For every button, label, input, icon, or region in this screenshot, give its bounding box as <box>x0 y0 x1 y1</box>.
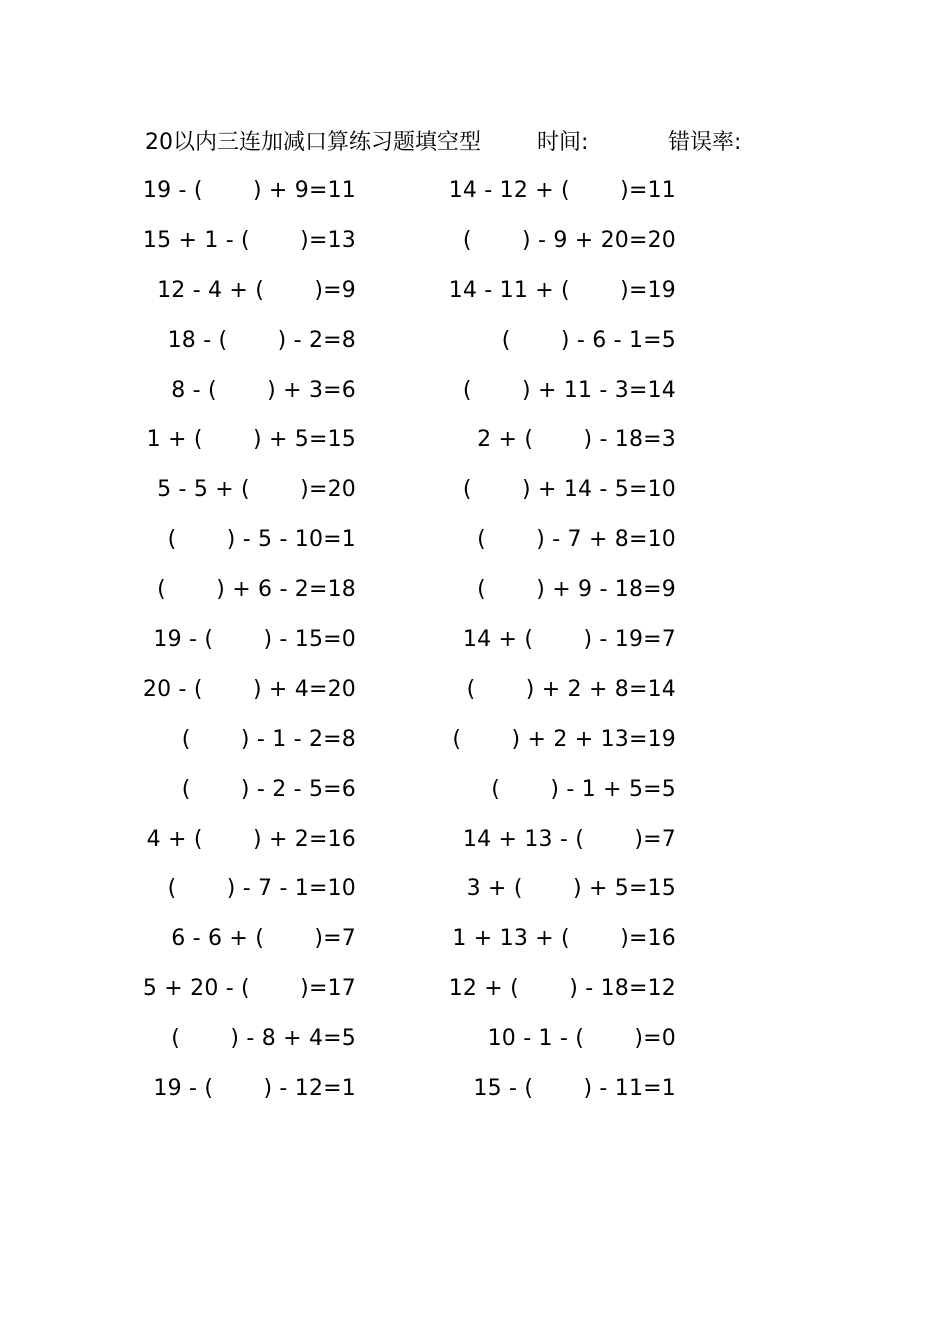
problem-item: 14 - 12 + ( )=11 <box>448 178 676 203</box>
problem-item: 20 - ( ) + 4=20 <box>142 676 356 702</box>
problem-item: ( ) - 1 + 5=5 <box>491 776 676 802</box>
problem-item: ( ) - 1 - 2=8 <box>181 726 356 752</box>
worksheet-header <box>145 126 785 160</box>
problem-item: ( ) - 6 - 1=5 <box>501 327 676 353</box>
time-label: 时间: <box>537 130 589 155</box>
problem-item: ( ) + 11 - 3=14 <box>462 377 676 403</box>
problem-item: 12 - 4 + ( )=9 <box>157 277 356 303</box>
right-problem-column <box>416 173 676 1121</box>
problem-item: 4 + ( ) + 2=16 <box>146 826 356 852</box>
problem-item: 14 + 13 - ( )=7 <box>462 826 676 852</box>
problem-item: 6 - 6 + ( )=7 <box>171 926 356 952</box>
error-rate-label: 错误率: <box>668 130 742 155</box>
problem-item: ( ) - 7 + 8=10 <box>477 527 676 553</box>
problem-item: 12 + ( ) - 18=12 <box>448 976 676 1002</box>
problem-item: 19 - ( ) + 9=11 <box>142 178 356 203</box>
problem-item: 1 + 13 + ( )=16 <box>452 926 676 952</box>
problem-item: ( ) + 2 + 13=19 <box>452 726 676 752</box>
left-problem-column <box>96 173 356 1121</box>
worksheet-title: 20以内三连加减口算练习题填空型 <box>145 130 481 155</box>
problem-item: ( ) - 2 - 5=6 <box>181 776 356 802</box>
problem-item: 14 - 11 + ( )=19 <box>448 277 676 303</box>
problem-item: 3 + ( ) + 5=15 <box>466 876 676 902</box>
problem-item: 18 - ( ) - 2=8 <box>167 327 356 353</box>
problem-item: ( ) - 9 + 20=20 <box>462 227 676 253</box>
problem-item: ( ) - 8 + 4=5 <box>171 1026 356 1052</box>
problem-item: 5 + 20 - ( )=17 <box>142 976 356 1002</box>
problem-item: ( ) - 5 - 10=1 <box>167 527 356 553</box>
problem-item: 19 - ( ) - 12=1 <box>153 1076 356 1102</box>
problem-item: ( ) - 7 - 1=10 <box>167 876 356 902</box>
problem-item: 14 + ( ) - 19=7 <box>462 627 676 653</box>
problem-item: 8 - ( ) + 3=6 <box>171 377 356 403</box>
problem-item: 19 - ( ) - 15=0 <box>153 627 356 653</box>
problem-item: ( ) + 14 - 5=10 <box>462 477 676 503</box>
problem-item: ( ) + 9 - 18=9 <box>477 577 676 603</box>
problem-item: 2 + ( ) - 18=3 <box>477 427 676 453</box>
problem-item: ( ) + 2 + 8=14 <box>466 676 676 702</box>
problem-item: ( ) + 6 - 2=18 <box>157 577 356 603</box>
problem-item: 15 - ( ) - 11=1 <box>473 1076 676 1102</box>
problem-item: 10 - 1 - ( )=0 <box>487 1026 676 1052</box>
problem-item: 5 - 5 + ( )=20 <box>157 477 356 503</box>
problem-item: 1 + ( ) + 5=15 <box>146 427 356 453</box>
problem-item: 15 + 1 - ( )=13 <box>142 227 356 253</box>
